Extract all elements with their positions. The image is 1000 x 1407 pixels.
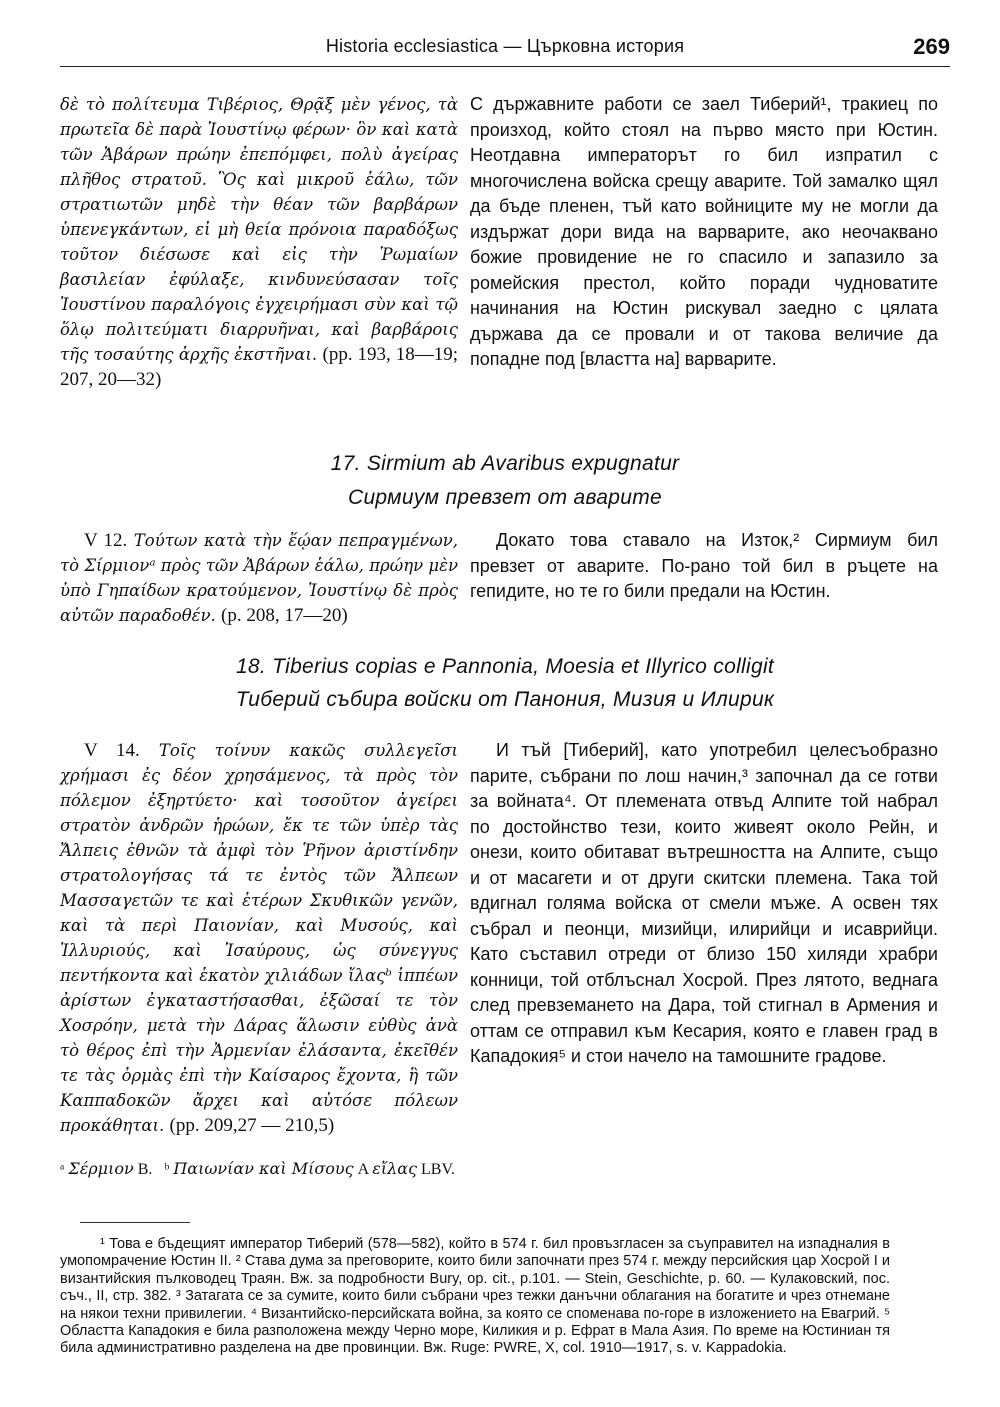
- bulgarian-translation-17: Докато това ставало на Изток,² Сирмиум бил превзет от аварите. По-рано той бил в ръцете на гепидите, но те го били предали на Юстин.: [470, 530, 938, 601]
- footnote-rule: [80, 1222, 190, 1223]
- footnote-3: ³ Затагата се за сумите, които били събрани чрез тежки данъчни облагания на богатите и чрез отнемане на някои техни привилегии.: [60, 1288, 890, 1322]
- footnote-4: ⁴ Византийско-персийската война, за която се споменава по-горе в изложението на Евагрий.: [250, 1305, 880, 1322]
- greek-text-18: [60, 738, 458, 1138]
- page-number: 269: [913, 34, 950, 59]
- footnote-2: ² Става дума за преговорите, които били започнати през 574 г. между персийския цар Хосрой I и византийския пълководец Траян. Вж. за подробности Bury, op. cit., p.101. — Stein, Geschichte, p. 60. — Кулаковский, пос. съч., II, стр. 382.: [60, 1253, 890, 1305]
- apparatus-sigla-b: A: [357, 1161, 369, 1178]
- footnote-5: ⁵ Областта Кападокия е била разположена между Черно море, Киликия и р. Ефрат в Мала Азия. По време на Юстиниан тя била административно разделена на две провинции. Вж. Ruge: PWRE, X, col. 1910—1917, s. v. Kappadokia.: [60, 1305, 891, 1357]
- section-lead: V 14.: [84, 740, 140, 761]
- greek-passage: δὲ τὸ πολίτευμα Τιβέριος, Θρᾷξ μὲν γένος, τὰ πρωτεῖα δὲ παρὰ Ἰουστίνῳ φέρων· ὃν καὶ κατὰ τῶν Ἀβάρων πρώην ἐπεπόμφει, πολὺ ἀγείρας πλῆθος στρατοῦ. Ὃς καὶ μικροῦ ἑάλω, τῶν στρατιωτῶν μηδὲ τὴν θέαν τῶν βαρβάρων ὑπενεγκάντων, εἰ μὴ θεία πρόνοια παραδόξως τοῦτον διέσωσε καὶ εἰς τὴν Ῥωμαίων βασιλείαν ἐφύλαξε, κινδυνεύσασαν τοῖς Ἰουστίνου παραλόγοις ἐγχειρήμασι σὺν καὶ τῷ ὅλῳ πολιτεύματι διαρρυῆναι, καὶ βαρβάροις τῆς τοσαύτης ἀρχῆς ἐκστῆναι.: [60, 95, 458, 364]
- running-head: [60, 36, 950, 67]
- section-17-latin-title: 17. Sirmium ab Avaribus expugnatur: [330, 452, 680, 475]
- section-lead: V 12.: [84, 530, 128, 551]
- bulgarian-translation-1: С държавните работи се заел Тиберий¹, тракиец по произход, който стоял на първо място при Юстин. Неотдавна императорът го бил изпратил с многочислена войска срещу аварите. Той замалко щял да бъде пленен, тъй като войниците му не могли да издържат дори вида на варварите, ако неочаквано божие провидение не го спасило и запазило за ромейския престол, който поради чудноватите начинания на Юстин рискувал заедно с цялата държава да се провали и от такова величие да попадне под [властта на] варварите.: [470, 94, 938, 369]
- footnote-1: ¹ Това е бъдещият император Тиберий (578—582), който в 574 г. бил провъзгласен за съуправител на изпадналия в умопомрачение Юстин II.: [60, 1236, 890, 1270]
- critical-apparatus: [60, 1158, 460, 1181]
- apparatus-mark-a: ᵃ: [60, 1161, 65, 1178]
- footnotes: [60, 1236, 890, 1358]
- reference: (p. 208, 17—20): [221, 605, 348, 626]
- section-18-bg-title: Тиберий събира войски от Панония, Мизия и Илирик: [235, 688, 775, 711]
- greek-passage: Τούτων κατὰ τὴν ἕῴαν πεπραγμένων, τὸ Σίρμιονᵃ πρὸς τῶν Ἀβάρων ἑάλω, πρώην μὲν ὑπὸ Γηπαίδων κρατούμενον, Ἰουστίνῳ δὲ πρὸς αὐτῶν παραδοθέν.: [60, 531, 459, 625]
- bulgarian-translation-18: И тъй [Тиберий], като употребил целесъобразно парите, събрани по лош начин,³ започнал да се готви за войната⁴. От племената отвъд Алпите той набрал по достойнство тези, които живеят около Рейн, и онези, които обитават вътрешността на Алпите, също и от масагети и от други скитски племена. Така той вдигнал голяма войска от смели мъже. А освен тях събрал и пеонци, мизийци, илирийци и исаврийци. Като съставил отреди от близо 150 хиляди храбри конници, той отблъснал Хосрой. През лятото, веднага след превземането на Дара, той стигнал в Армения и оттам се отправил към Кесария, която е главен град в Кападокия⁵ и стои начело на тамошните градове.: [470, 740, 938, 1066]
- apparatus-sigla-a: B.: [137, 1161, 153, 1178]
- running-title: Historia ecclesiastica — Църковна история: [325, 36, 685, 56]
- apparatus-reading-b: Παιωνίαν καὶ Μίσους: [173, 1159, 354, 1178]
- greek-text-1: [60, 92, 458, 392]
- reference: (pp. 209,27 — 210,5): [169, 1115, 335, 1136]
- section-17-bg-title: Сирмиум превзет от аварите: [347, 486, 662, 509]
- apparatus-sigla-b2: LBV.: [421, 1161, 455, 1178]
- apparatus-mark-b: ᵇ: [164, 1161, 170, 1178]
- apparatus-reading-a: Σέρμιον: [68, 1159, 134, 1178]
- greek-text-17: [60, 528, 458, 628]
- apparatus-reading-b2: εἴλας: [372, 1159, 418, 1178]
- section-18-latin-title: 18. Tiberius copias e Pannonia, Moesia et Illyrico colligit: [235, 655, 775, 678]
- greek-passage: Τοῖς τοίνυν κακῶς συλλεγεῖσι χρήμασι ἐς δέον χρησάμενος, τὰ πρὸς τὸν πόλεμον ἐξηρτύετο· καὶ τοσοῦτον ἀγείρει στρατὸν ἀνδρῶν ἡρώων, ἔκ τε τῶν ὑπὲρ τὰς Ἄλπεις ἐθνῶν τὰ ἀμφὶ τὸν Ῥῆνον ἀριστίνδην στρατολογήσας τά τε ἐντὸς τῶν Ἄλπεων Μασσαγετῶν τε καὶ ἑτέρων Σκυθικῶν γενῶν, καὶ τὰ περὶ Παιονίαν, καὶ Μυσούς, καὶ Ἰλλυριούς, καὶ Ἰσαύρους, ὡς σύνεγγυς πεντήκοντα καὶ ἑκατὸν χιλιάδων ἴλαςᵇ ἱππέων ἀρίστων ἐγκαταστήσασθαι, ἐξῶσαί τε τὸν Χοσρόην, μετὰ τὴν Δάρας ἅλωσιν εὐθὺς ἀνὰ τὸ θέρος ἐπὶ τὴν Ἀρμενίαν ἐλάσαντα, ἐκεῖθέν τε τὰς ὁρμὰς ἐπὶ τὴν Καίσαρος ἔχοντα, ἣ τῶν Καππαδοκῶν ἄρχει καὶ αὐτόσε πόλεων προκάθηται.: [60, 741, 458, 1135]
- reference: (pp. 193, 18—19; 207, 20—32): [60, 344, 458, 390]
